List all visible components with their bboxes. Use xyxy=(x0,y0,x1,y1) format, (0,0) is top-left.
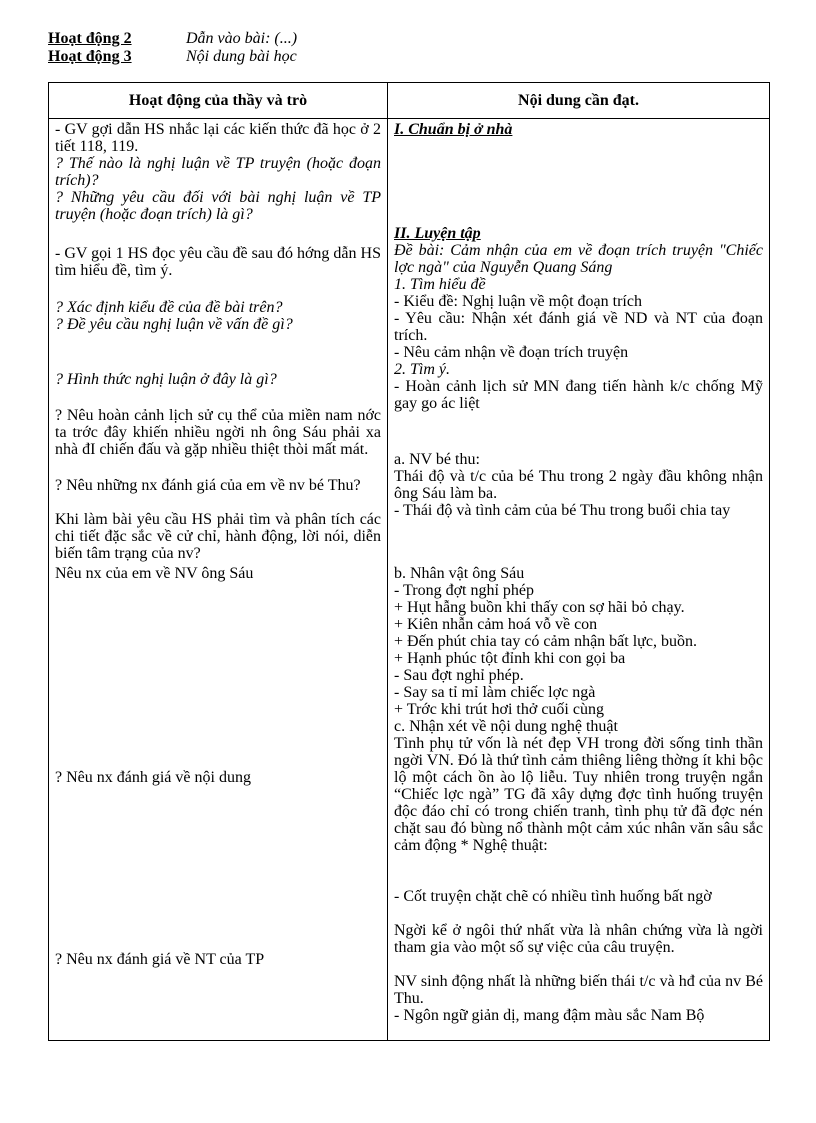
content-paragraph: - Cốt truyện chặt chẽ có nhiều tình huống bất ngờ xyxy=(394,888,712,905)
content-paragraph: + Hụt hẫng buồn khi thấy con sợ hãi bỏ chạy. xyxy=(394,599,685,616)
col-right-header: Nội dung cần đạt. xyxy=(388,83,770,119)
content-paragraph: I. Chuẩn bị ở nhà xyxy=(394,121,513,138)
activity-3-row xyxy=(48,48,297,66)
content-paragraph: Tình phụ tử vốn là nét đẹp VH trong đời sống tinh thần ngời VN. Đó là thứ tình cảm thiêng liêng thờng ít khi bộc lộ một cách ồn ào lộ liễu. Tuy nhiên trong truyện ngắn “Chiếc lợc ngà” TG đã xây dựng đợc tình huống truyện độc đáo chỉ có trong chiến tranh, tình phụ tử đã đợc nén chặt sau đó bùng nổ thành một cảm xúc nhân văn sâu sắc cảm động * Nghệ thuật: xyxy=(394,735,763,854)
activity-2-row xyxy=(48,30,297,48)
content-paragraph: - Nêu cảm nhận về đoạn trích truyện xyxy=(394,344,629,361)
teacher-student-activities xyxy=(49,119,387,1040)
activity-paragraph: Khi làm bài yêu cầu HS phải tìm và phân tích các chi tiết đặc sắc về cử chỉ, hành động, lời nói, diễn biến tâm trạng của nv? xyxy=(55,511,381,562)
content-paragraph: 1. Tìm hiểu đề xyxy=(394,276,486,293)
content-paragraph: Thái độ và t/c của bé Thu trong 2 ngày đầu không nhận ông Sáu làm ba. xyxy=(394,468,763,502)
activity-2-label: Hoạt động 2 xyxy=(48,30,132,47)
activity-paragraph: ? Đề yêu cầu nghị luận về vấn đề gì? xyxy=(55,316,293,333)
table-header-row xyxy=(49,83,770,119)
content-paragraph: 2. Tìm ý. xyxy=(394,361,450,378)
content-paragraph: b. Nhân vật ông Sáu xyxy=(394,565,525,582)
activity-paragraph: - GV gợi dẫn HS nhắc lại các kiến thức đã học ở 2 tiết 118, 119. xyxy=(55,121,381,155)
activity-paragraph: ? Nêu nx đánh giá về nội dung xyxy=(55,769,251,786)
content-paragraph: - Yêu cầu: Nhận xét đánh giá về ND và NT của đoạn trích. xyxy=(394,310,763,344)
content-paragraph: c. Nhận xét về nội dung nghệ thuật xyxy=(394,718,618,735)
table-body-row xyxy=(49,119,770,1041)
content-paragraph: + Hạnh phúc tột đỉnh khi con gọi ba xyxy=(394,650,626,667)
activity-paragraph: Nêu nx của em về NV ông Sáu xyxy=(55,565,254,582)
required-content xyxy=(388,119,769,1040)
content-paragraph: + Đến phút chia tay có cảm nhận bất lực, buồn. xyxy=(394,633,697,650)
activity-3-value: Nội dung bài học xyxy=(186,48,297,65)
right-column-cell xyxy=(388,119,770,1041)
content-paragraph: Ngời kể ở ngôi thứ nhất vừa là nhân chứng vừa là ngời tham gia vào một số sự việc của câu truyện. xyxy=(394,922,763,956)
content-paragraph: - Say sa tỉ mỉ làm chiếc lợc ngà xyxy=(394,684,596,701)
activity-paragraph: ? Hình thức nghị luận ở đây là gì? xyxy=(55,371,277,388)
lesson-table xyxy=(48,82,770,1041)
activity-paragraph: ? Nêu những nx đánh giá của em về nv bé Thu? xyxy=(55,477,361,494)
activity-paragraph: ? Những yêu cầu đối với bài nghị luận về TP truyện (hoặc đoạn trích) là gì? xyxy=(55,189,381,223)
left-column-cell xyxy=(49,119,388,1041)
content-paragraph: - Kiểu đề: Nghị luận về một đoạn trích xyxy=(394,293,642,310)
content-paragraph: Đề bài: Cảm nhận của em về đoạn trích truyện "Chiếc lợc ngà" của Nguyễn Quang Sáng xyxy=(394,242,763,276)
content-paragraph: - Ngôn ngữ giản dị, mang đậm màu sắc Nam Bộ xyxy=(394,1007,705,1024)
col-left-header: Hoạt động của thầy và trò xyxy=(49,83,388,119)
content-paragraph: II. Luyện tập xyxy=(394,225,481,242)
content-paragraph: - Sau đợt nghỉ phép. xyxy=(394,667,524,684)
content-paragraph: + Trớc khi trút hơi thở cuối cùng xyxy=(394,701,604,718)
activity-2-value: Dẫn vào bài: (...) xyxy=(186,30,298,47)
activity-paragraph: ? Nêu hoàn cảnh lịch sử cụ thể của miền nam nớc ta trớc đây khiến nhiều ngời nh ông Sáu phải xa nhà đI chiến đấu và gặp nhiều thiệt thòi mất mát. xyxy=(55,407,381,458)
content-paragraph: NV sinh động nhất là những biến thái t/c và hđ của nv Bé Thu. xyxy=(394,973,763,1007)
content-paragraph: + Kiên nhẫn cảm hoá vỗ về con xyxy=(394,616,598,633)
content-paragraph: - Thái độ và tình cảm của bé Thu trong buổi chia tay xyxy=(394,502,731,519)
content-paragraph: - Hoàn cảnh lịch sử MN đang tiến hành k/c chống Mỹ gay go ác liệt xyxy=(394,378,763,412)
activity-3-label: Hoạt động 3 xyxy=(48,48,132,65)
activity-paragraph: ? Xác định kiểu đề của đề bài trên? xyxy=(55,299,283,316)
activity-paragraph: - GV gọi 1 HS đọc yêu cầu đề sau đó hớng dẫn HS tìm hiểu đề, tìm ý. xyxy=(55,245,381,279)
content-paragraph: a. NV bé thu: xyxy=(394,451,480,468)
content-paragraph: - Trong đợt nghỉ phép xyxy=(394,582,535,599)
activity-paragraph: ? Thế nào là nghị luận về TP truyện (hoặc đoạn trích)? xyxy=(55,155,381,189)
activity-paragraph: ? Nêu nx đánh giá về NT của TP xyxy=(55,951,265,968)
